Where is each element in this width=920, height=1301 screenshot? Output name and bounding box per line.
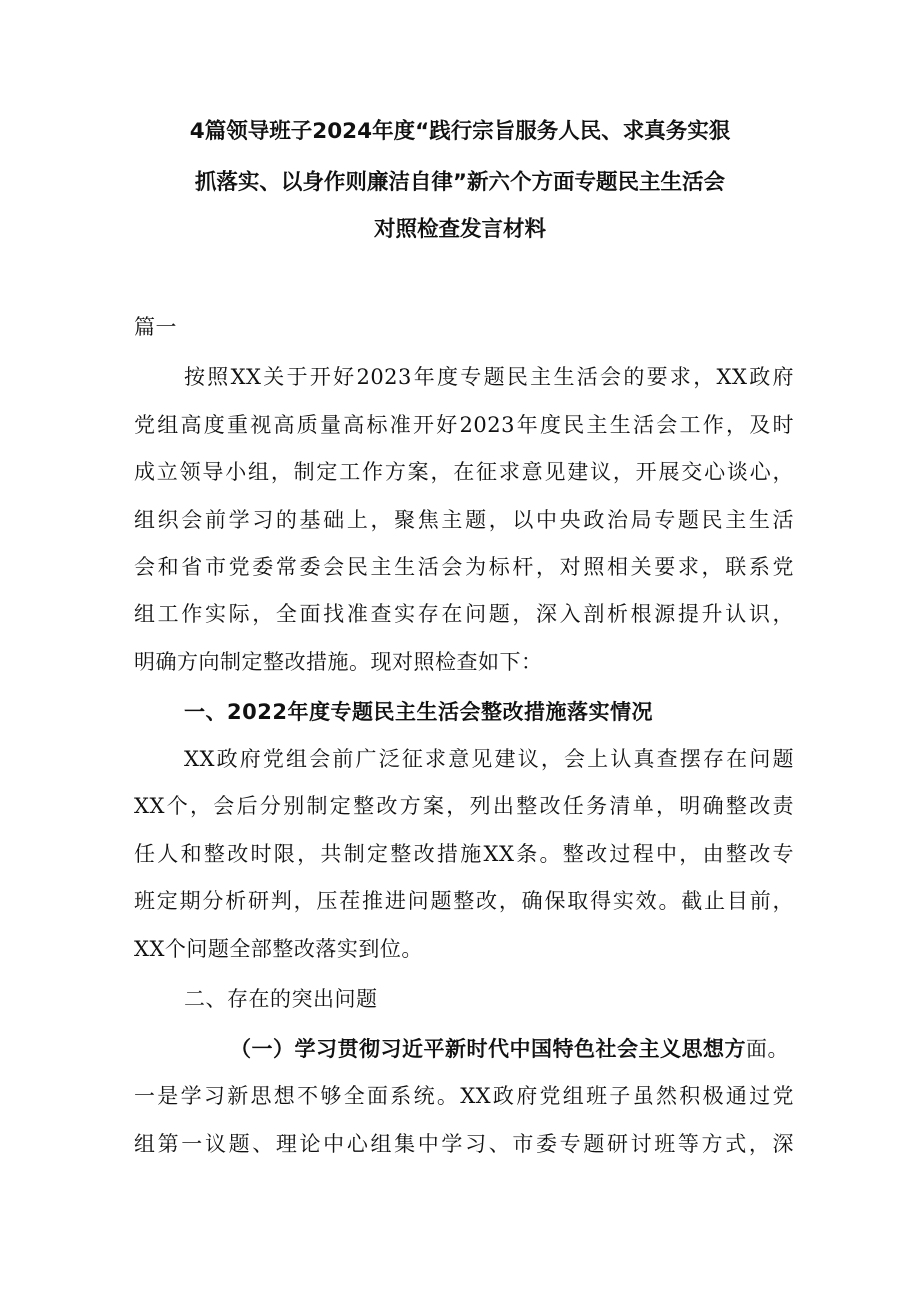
paragraph-1-line-4: 组织会前学习的基础上，聚焦主题，以中央政治局专题民主生活 xyxy=(134,508,794,532)
section-heading-1: 一、2022年度专题民主生活会整改措施落实情况 xyxy=(184,700,653,724)
paragraph-2-line-2: XX个，会后分别制定整改方案，列出整改任务清单，明确整改责 xyxy=(134,794,794,818)
section-heading-2: 二、存在的突出问题 xyxy=(184,987,378,1011)
subsection-heading-1-bold: （一）学习贯彻习近平新时代中国特色社会主义思想方 xyxy=(230,1037,746,1061)
document-title-line-2: 抓落实、以身作则廉洁自律”新六个方面专题民主生活会 xyxy=(194,170,726,195)
paragraph-1-line-7: 明确方向制定整改措施。现对照检查如下： xyxy=(134,650,543,674)
paragraph-2-line-3: 任人和整改时限，共制定整改措施XX条。整改过程中，由整改专 xyxy=(134,842,794,866)
document-title-line-3: 对照检查发言材料 xyxy=(373,217,546,242)
paragraph-3-line-2: 组第一议题、理论中心组集中学习、市委专题研讨班等方式，深 xyxy=(134,1132,794,1156)
paragraph-1-line-5: 会和省市党委常委会民主生活会为标杆，对照相关要求，联系党 xyxy=(134,555,794,579)
subsection-heading-1-tail: 面。 xyxy=(746,1037,789,1061)
document-title-line-1: 4篇领导班子2024年度“践行宗旨服务人民、求真务实狠 xyxy=(189,119,731,144)
paragraph-2-line-1: XX政府党组会前广泛征求意见建议，会上认真查摆存在问题 xyxy=(184,747,794,771)
paragraph-1-line-3: 成立领导小组，制定工作方案，在征求意见建议，开展交心谈心， xyxy=(134,460,794,484)
paragraph-3-line-1: 一是学习新思想不够全面系统。XX政府党组班子虽然积极通过党 xyxy=(134,1084,794,1108)
part-label: 篇一 xyxy=(134,315,177,339)
paragraph-1-line-6: 组工作实际，全面找准查实存在问题，深入剖析根源提升认识， xyxy=(134,602,794,626)
paragraph-2-line-4: 班定期分析研判，压茬推进问题整改，确保取得实效。截止目前， xyxy=(134,889,794,913)
subsection-heading-1 xyxy=(230,1034,810,1064)
paragraph-1-line-1: 按照XX关于开好2023年度专题民主生活会的要求，XX政府 xyxy=(184,365,794,389)
paragraph-2-line-5: XX个问题全部整改落实到位。 xyxy=(134,937,423,961)
paragraph-1-line-2: 党组高度重视高质量高标准开好2023年度民主生活会工作，及时 xyxy=(134,413,794,437)
